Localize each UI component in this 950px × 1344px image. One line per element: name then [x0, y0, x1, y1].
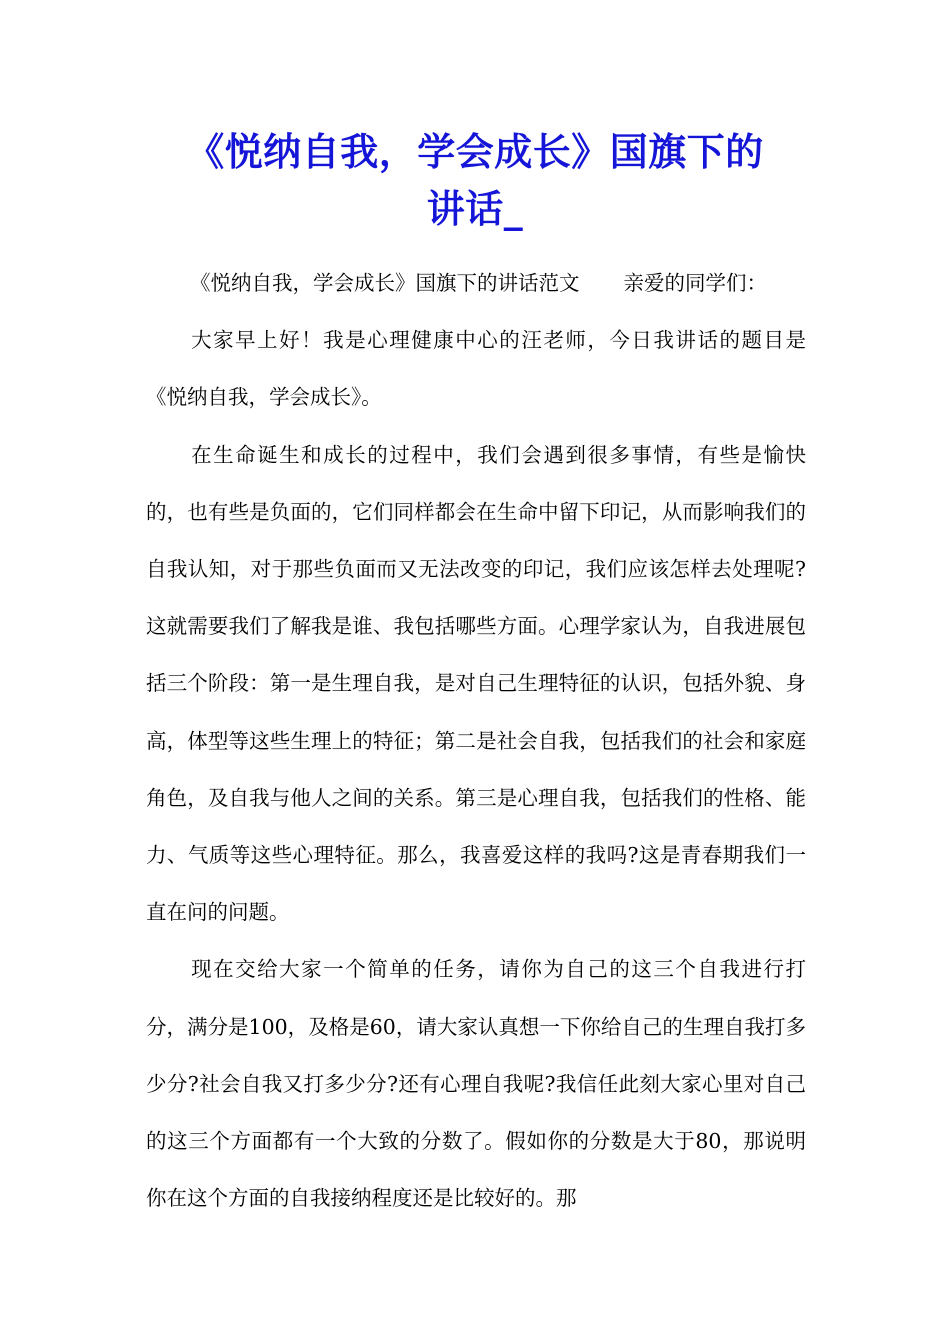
subtitle-line	[146, 255, 806, 312]
subtitle: 《悦纳自我，学会成长》国旗下的讲话范文	[190, 271, 580, 295]
paragraph-2: 在生命诞生和成长的过程中，我们会遇到很多事情，有些是愉快的，也有些是负面的，它们同样都会在生命中留下印记，从而影响我们的自我认知，对于那些负面而又无法改变的印记，我们应该怎样去处理呢?这就需要我们了解我是谁、我包括哪些方面。心理学家认为，自我进展包括三个阶段：第一是生理自我，是对自己生理特征的认识，包括外貌、身高，体型等这些生理上的特征；第二是社会自我，包括我们的社会和家庭角色，及自我与他人之间的关系。第三是心理自我，包括我们的性格、能力、气质等这些心理特征。那么，我喜爱这样的我吗?这是青春期我们一直在问的问题。	[146, 442, 806, 925]
title-line-2: 讲话_	[426, 187, 524, 231]
document-title	[150, 124, 800, 238]
paragraph-1: 大家早上好！我是心理健康中心的汪老师，今日我讲话的题目是《悦纳自我，学会成长》。	[146, 328, 806, 410]
greeting: 亲爱的同学们：	[623, 271, 767, 295]
paragraph-3: 现在交给大家一个简单的任务，请你为自己的这三个自我进行打分，满分是100，及格是60，请大家认真想一下你给自己的生理自我打多少分?社会自我又打多少分?还有心理自我呢?我信任此刻大家心里对自己的这三个方面都有一个大致的分数了。假如你的分数是大于80，那说明你在这个方面的自我接纳程度还是比较好的。那	[146, 957, 806, 1211]
title-line-1: 《悦纳自我，学会成长》国旗下的	[186, 130, 764, 174]
document-body	[146, 255, 806, 1227]
